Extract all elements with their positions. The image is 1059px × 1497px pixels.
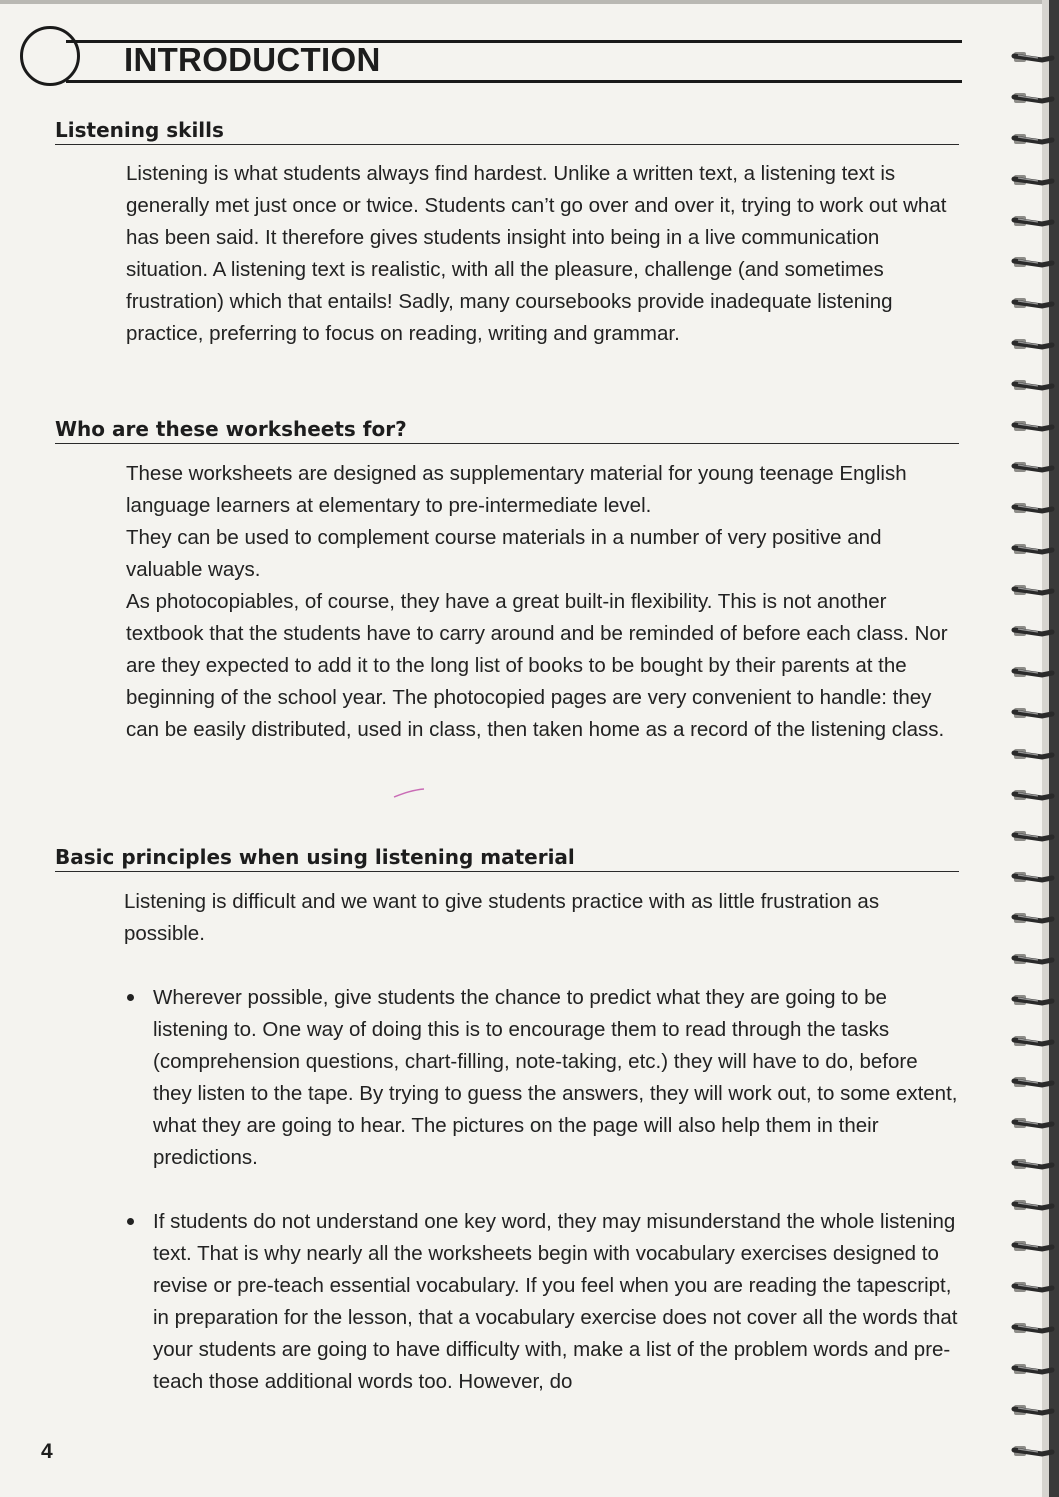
pen-mark — [392, 786, 426, 800]
binding-ring — [1014, 503, 1052, 513]
binding-ring — [1014, 749, 1052, 759]
binding-ring — [1014, 298, 1052, 308]
page-title: INTRODUCTION — [124, 41, 381, 78]
binding-ring — [1014, 1364, 1052, 1374]
title-circle-ornament — [20, 26, 80, 86]
binding-ring — [1014, 626, 1052, 636]
binding-ring — [1014, 93, 1052, 103]
binding-ring — [1014, 1118, 1052, 1128]
binding-ring — [1014, 134, 1052, 144]
binding-ring — [1014, 1159, 1052, 1169]
binding-ring — [1014, 1282, 1052, 1292]
binding-ring — [1014, 52, 1052, 62]
binding-ring — [1014, 380, 1052, 390]
binding-ring — [1014, 708, 1052, 718]
spiral-binding — [998, 0, 1059, 1497]
binding-ring — [1014, 667, 1052, 677]
title-rule-bottom — [66, 80, 962, 83]
section-heading-basic-principles: Basic principles when using listening material — [55, 844, 959, 872]
paragraph: Listening is what students always find hardest. Unlike a written text, a listening text is generally met just once or twice. Students can’t go over and over it, trying to work out what has been said. It therefore gives students insight into being in a live communication situation. A listening text is realistic, with all the pleasure, challenge (and sometimes frustration) which that entails! Sadly, many coursebooks provide inadequate listening practice, preferring to focus on reading, writing and grammar. — [126, 162, 947, 345]
page-top-edge — [0, 0, 1059, 4]
paragraph: Listening is difficult and we want to give students practice with as little frustration as possible. — [124, 890, 880, 945]
binding-ring — [1014, 790, 1052, 800]
binding-ring — [1014, 831, 1052, 841]
binding-ring — [1014, 1405, 1052, 1415]
binding-ring — [1014, 1446, 1052, 1456]
binding-ring — [1014, 1036, 1052, 1046]
bullet-icon — [127, 994, 134, 1001]
bullet-icon — [127, 1218, 134, 1225]
binding-ring — [1014, 421, 1052, 431]
binding-ring — [1014, 872, 1052, 882]
binding-ring — [1014, 1077, 1052, 1087]
binding-ring — [1014, 216, 1052, 226]
binding-ring — [1014, 257, 1052, 267]
binding-ring — [1014, 995, 1052, 1005]
paragraph: They can be used to complement course materials in a number of very positive and valuable ways. — [126, 526, 882, 581]
binding-ring — [1014, 1200, 1052, 1210]
binding-ring — [1014, 585, 1052, 595]
paragraph: As photocopiables, of course, they have a great built-in flexibility. This is not another textbook that the students have to carry around and be reminded of before each class. Nor are they expected to add it to the long list of books to be bought by their parents at the beginning of the school year. The photocopied pages are very convenient to handle: they can be easily distributed, used in class, then taken home as a record of the listening class. — [126, 590, 948, 741]
paragraph: These worksheets are designed as supplementary material for young teenage English language learners at elementary to pre-intermediate level. — [126, 462, 907, 517]
binding-ring — [1014, 544, 1052, 554]
section-heading-listening-skills: Listening skills — [55, 117, 959, 145]
binding-ring — [1014, 913, 1052, 923]
page-number: 4 — [41, 1440, 53, 1463]
binding-ring — [1014, 339, 1052, 349]
binding-ring — [1014, 175, 1052, 185]
binding-ring — [1014, 954, 1052, 964]
binding-ring — [1014, 1323, 1052, 1333]
binding-ring — [1014, 1241, 1052, 1251]
bullet-item: Wherever possible, give students the chance to predict what they are going to be listening to. One way of doing this is to encourage them to read through the tasks (comprehension questions, chart-filling, note-taking, etc.) they will have to do, before they listen to the tape. By trying to guess the answers, they will work out, to some extent, what they are going to hear. The pictures on the page will also help them in their predictions. — [153, 986, 958, 1169]
bullet-item: If students do not understand one key word, they may misunderstand the whole listening text. That is why nearly all the worksheets begin with vocabulary exercises designed to revise or pre-teach essential vocabulary. If you feel when you are reading the tapescript, in preparation for the lesson, that a vocabulary exercise does not cover all the words that your students are going to have difficulty with, make a list of the problem words and pre-teach those additional words too. However, do — [153, 1210, 958, 1393]
binding-ring — [1014, 462, 1052, 472]
section-heading-who-for: Who are these worksheets for? — [55, 416, 959, 444]
